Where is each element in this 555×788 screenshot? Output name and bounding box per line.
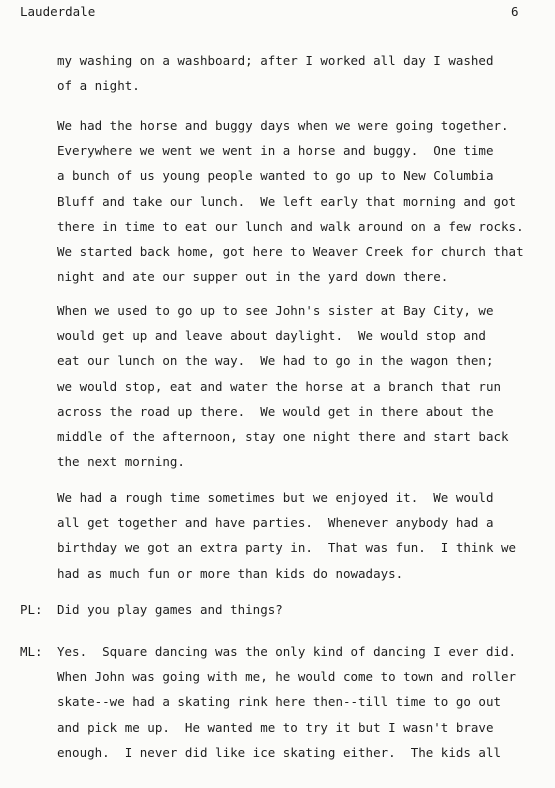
text-line: and pick me up. He wanted me to try it but I wasn't brave	[57, 719, 494, 735]
text-line: birthday we got an extra party in. That was fun. I think we	[57, 540, 517, 556]
text-line: middle of the afternoon, stay one night there and start back	[57, 429, 509, 444]
text-line: of a night.	[57, 78, 140, 94]
text-line: We started back home, got here to Weaver Creek for church that	[57, 244, 524, 259]
text-line: we would stop, eat and water the horse at a branch that run	[57, 378, 502, 394]
text-line: there in time to eat our lunch and walk around on a few rocks.	[57, 218, 524, 234]
text-line: Did you play games and things?	[57, 602, 283, 617]
page-number: 6	[511, 4, 519, 19]
speaker-label: ML:	[20, 644, 43, 659]
speaker-label: PL:	[20, 602, 43, 617]
text-line: had as much fun or more than kids do nowadays.	[57, 565, 404, 581]
text-line: When John was going with me, he would come to town and roller	[57, 669, 517, 685]
text-line: When we used to go up to see John's sister at Bay City, we	[57, 303, 494, 318]
text-line: skate--we had a skating rink here then--till time to go out	[57, 694, 502, 710]
text-line: night and ate our supper out in the yard down there.	[57, 269, 449, 285]
text-line: eat our lunch on the way. We had to go in the wagon then;	[57, 353, 494, 369]
text-line: my washing on a washboard; after I worked all day I washed	[57, 53, 494, 68]
text-line: We had a rough time sometimes but we enjoyed it. We would	[57, 490, 494, 505]
header-name: Lauderdale	[20, 4, 96, 19]
text-line: would get up and leave about daylight. We would stop and	[57, 328, 486, 344]
text-line: Yes. Square dancing was the only kind of dancing I ever did.	[57, 644, 517, 659]
text-line: Bluff and take our lunch. We left early that morning and got	[57, 193, 517, 209]
text-line: across the road up there. We would get in there about the	[57, 403, 494, 419]
text-line: We had the horse and buggy days when we were going together.	[57, 118, 509, 133]
text-line: all get together and have parties. Whenever anybody had a	[57, 515, 494, 531]
text-line: a bunch of us young people wanted to go up to New Columbia	[57, 168, 494, 184]
text-line: enough. I never did like ice skating either. The kids all	[57, 744, 502, 760]
text-line: the next morning.	[57, 454, 185, 470]
text-line: Everywhere we went we went in a horse and buggy. One time	[57, 143, 494, 159]
